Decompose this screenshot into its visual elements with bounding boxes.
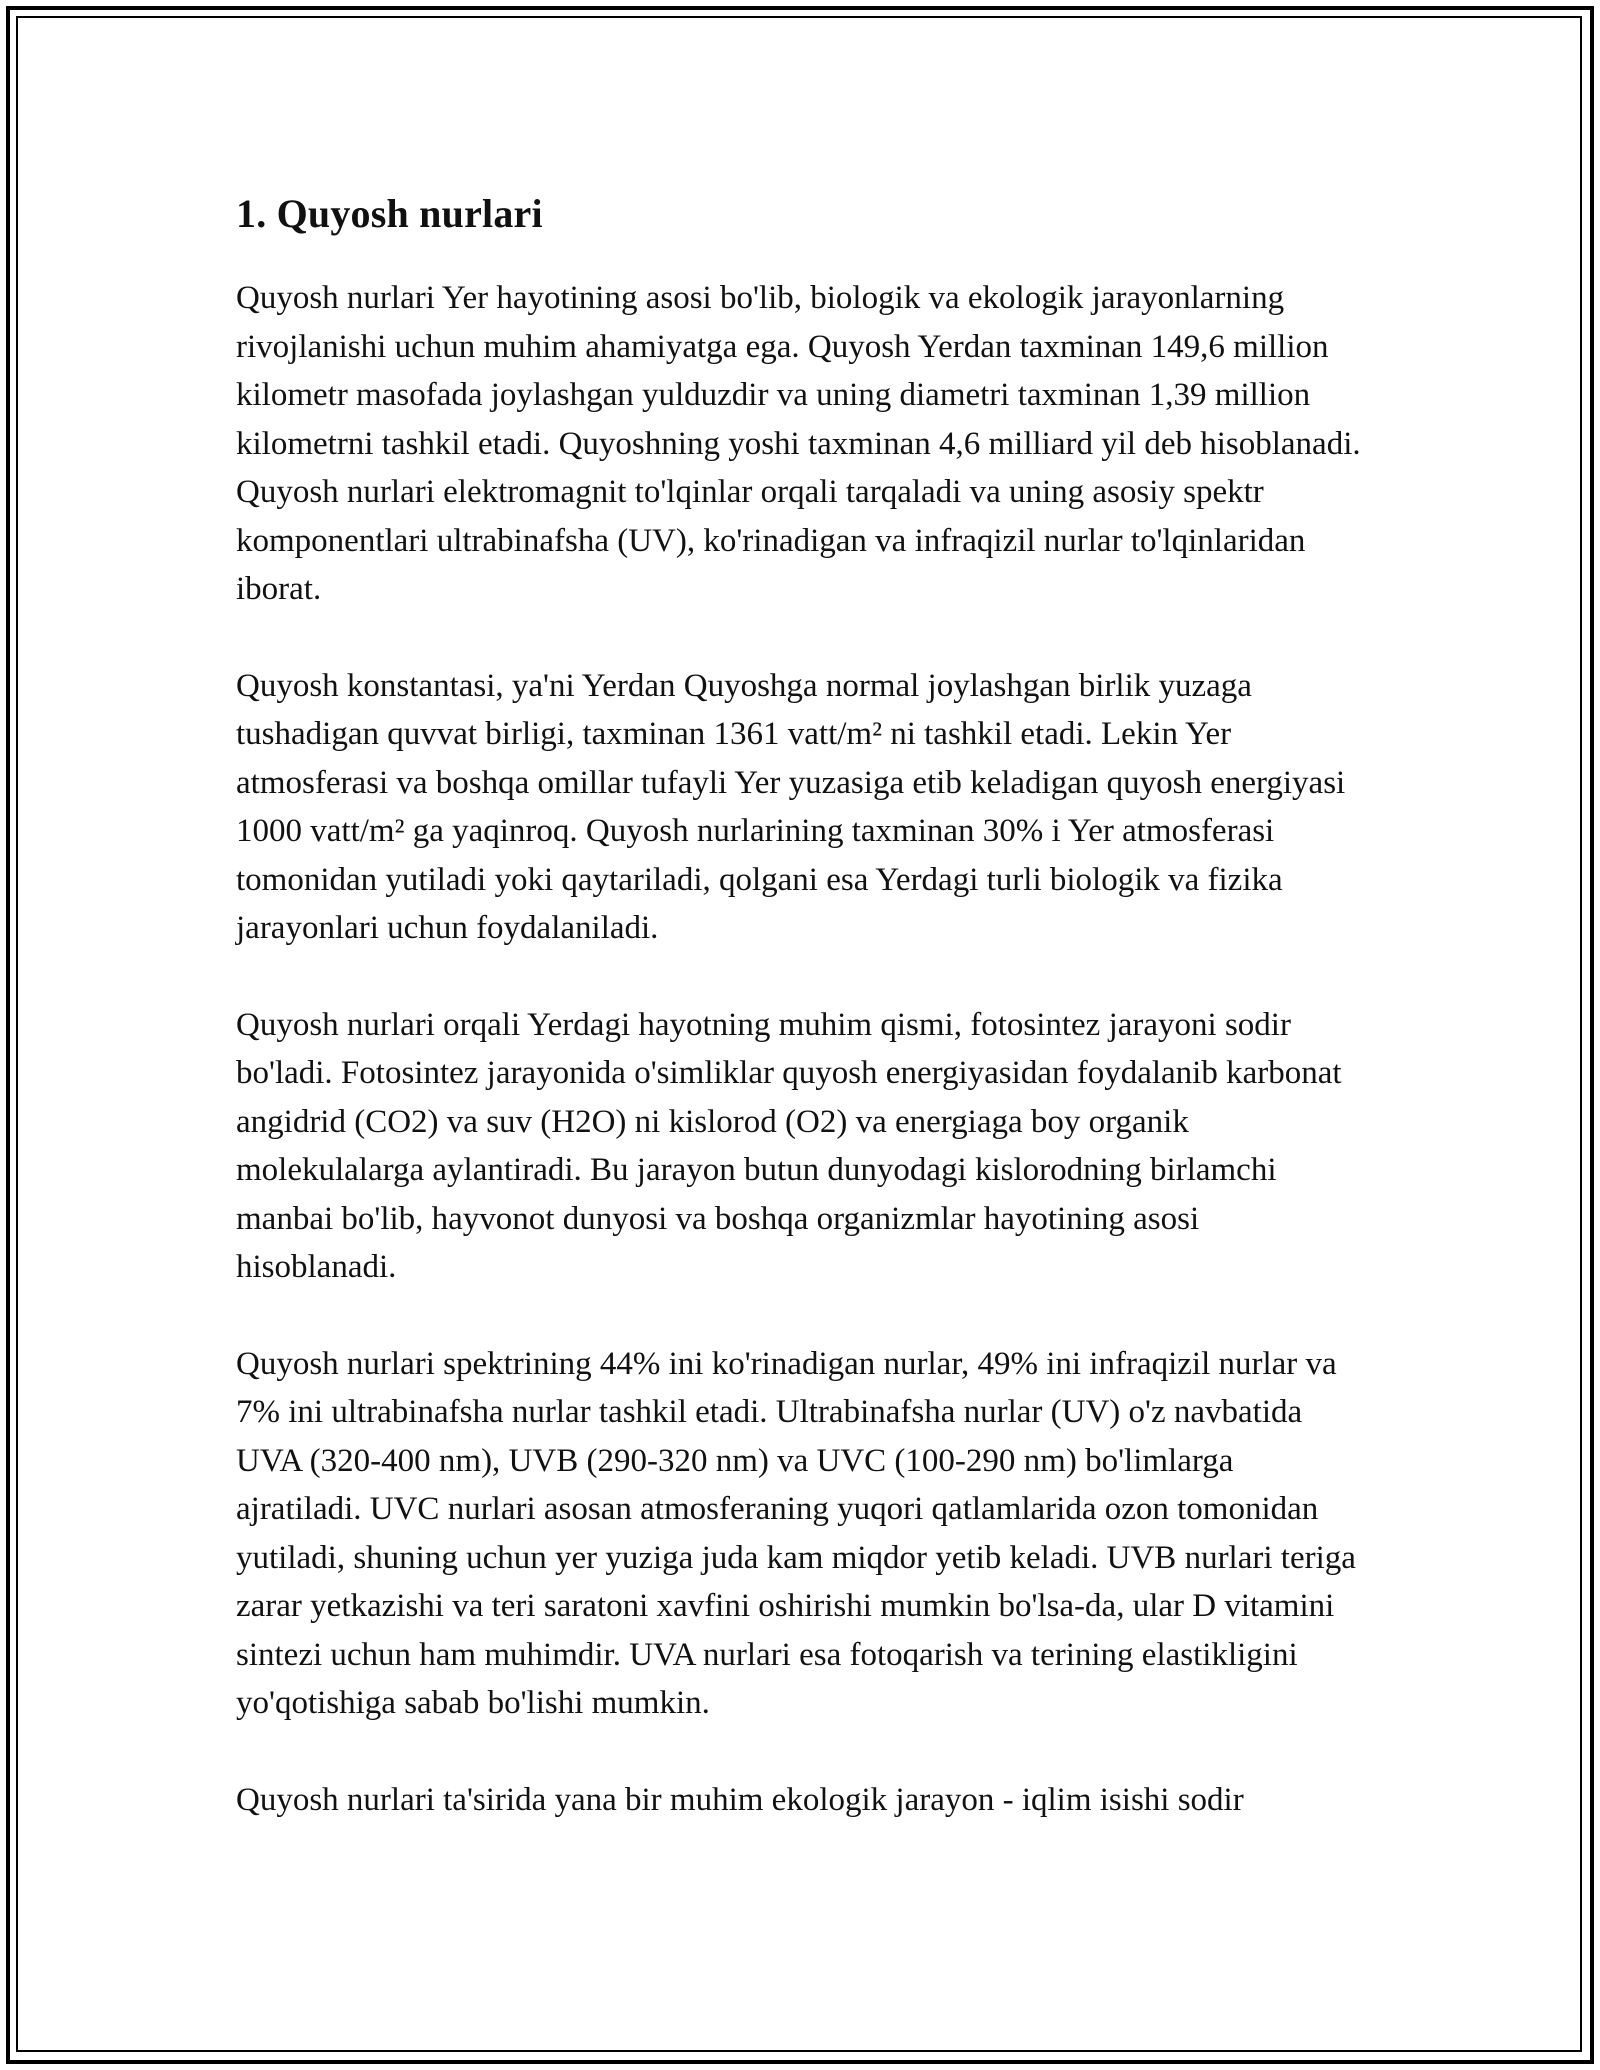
paragraph-photosynthesis: Quyosh nurlari orqali Yerdagi hayotning muhim qismi, fotosintez jarayoni sodir bo'ladi. Fotosintez jarayonida o'simliklar quyosh energiyasidan foydalanib karbonat angidrid (CO2) va suv (H2O) ni kislorod (O2) va energiaga boy organik molekulalarga aylantiradi. Bu jarayon butun dunyodagi kislorodning birlamchi manbai bo'lib, hayvonot dunyosi va boshqa organizmlar hayotining asosi hisoblanadi. (236, 1006, 1342, 1285)
paragraph-climate: Quyosh nurlari ta'sirida yana bir muhim ekologik jarayon - iqlim isishi sodir (236, 1781, 1244, 1818)
paragraph-intro: Quyosh nurlari Yer hayotining asosi bo'lib, biologik va ekologik jarayonlarning rivojlanishi uchun muhim ahamiyatga ega. Quyosh Yerdan taxminan 149,6 million kilometr masofada joylashgan yulduzdir va uning diametri taxminan 1,39 million kilometrni tashkil etadi. Quyoshning yoshi taxminan 4,6 milliard yil deb hisoblanadi. Quyosh nurlari elektromagnit to'lqinlar orqali tarqaladi va uning asosiy spektr komponentlari ultrabinafsha (UV), ko'rinadigan va infraqizil nurlar to'lqinlaridan iborat. (236, 280, 1361, 607)
document-body (236, 186, 1366, 1872)
paragraph-spectrum: Quyosh nurlari spektrining 44% ini ko'rinadigan nurlar, 49% ini infraqizil nurlar va 7% ini ultrabinafsha nurlar tashkil etadi. Ultrabinafsha nurlar (UV) o'z navbatida UVA (320-400 nm), UVB (290-320 nm) va UVC (100-290 nm) bo'limlarga ajratiladi. UVC nurlari asosan atmosferaning yuqori qatlamlarida ozon tomonidan yutiladi, shuning uchun yer yuziga juda kam miqdor yetib keladi. UVB nurlari teriga zarar yetkazishi va teri saratoni xavfini oshirishi mumkin bo'lsa-da, ular D vitamini sintezi uchun ham muhimdir. UVA nurlari esa fotoqarish va terining elastikligini yo'qotishiga sabab bo'lishi mumkin. (236, 1345, 1356, 1721)
paragraph-solar-constant: Quyosh konstantasi, ya'ni Yerdan Quyoshga normal joylashgan birlik yuzaga tushadigan quvvat birligi, taxminan 1361 vatt/m² ni tashkil etadi. Lekin Yer atmosferasi va boshqa omillar tufayli Yer yuzasiga etib keladigan quyosh energiyasi 1000 vatt/m² ga yaqinroq. Quyosh nurlarining taxminan 30% i Yer atmosferasi tomonidan yutiladi yoki qaytariladi, qolgani esa Yerdagi turli biologik va fizika jarayonlari uchun foydalaniladi. (236, 667, 1346, 946)
section-heading: 1. Quyosh nurlari (236, 191, 543, 236)
